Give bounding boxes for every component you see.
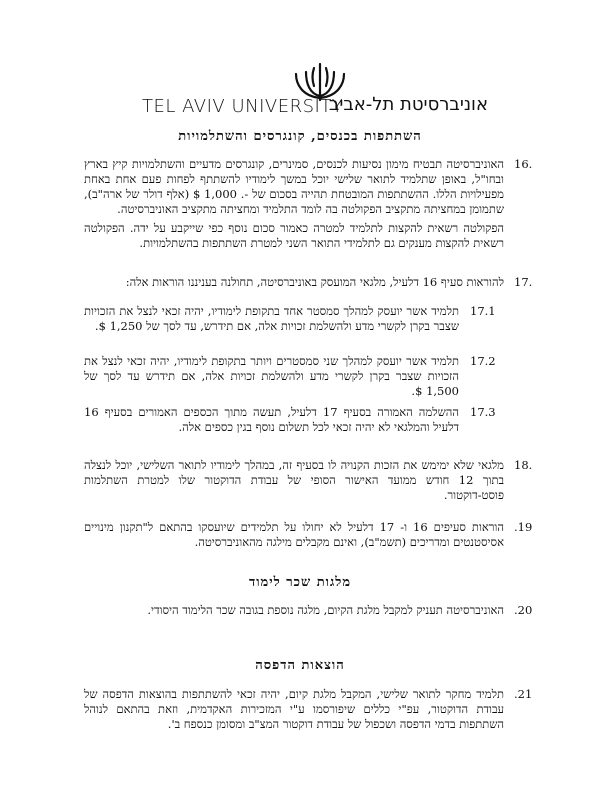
item-number: 16. (514, 157, 533, 171)
paragraph-21: תלמיד מחקר לתואר שלישי, המקבל מלגת קיום, יהיה זכאי להשתתפות בהוצאות הדפסה של עבודת הדוקטור, עפ"י כללים שיפורסמו ע"י המזכירות האקדמית, וזאת בהתאם לנוהל השתתפות בדמי הדפסה ושכפול של עבודת דוקטור המצ"ב ומסומן כנספח ב'. (84, 687, 504, 731)
logo-english-text: TEL AVIV UNIVERSITY (142, 96, 344, 117)
item-number: 17. (514, 275, 533, 289)
item-number: .21 (514, 687, 533, 701)
paragraph-17-1: תלמיד אשר יועסק למהלך סמסטר אחד בתקופת לימודיו, יהיה זכאי לנצל את הזכויות שצבר בקרן לקשרי מדע ולהשלמת זכויות אלה, אם תידרש, עד לסך של 1,250 $. (84, 304, 459, 333)
item-number: .19 (514, 520, 533, 534)
paragraph-17-2: תלמיד אשר יועסק למהלך שני סמסטרים ויותר בתקופת לימודיו, יהיה זכאי לנצל את הזכויות שצבר בקרן לקשרי מדע ולהשלמת זכויות אלה, אם תידרש עד לסך של 1,500 $. (84, 354, 459, 398)
item-number: 17.1 (470, 304, 496, 318)
item-number: 18. (514, 458, 533, 472)
item-number: 17.2 (470, 354, 496, 368)
section-title-conferences: השתתפות בכנסים, קונגרסים והשתלמויות (178, 129, 422, 144)
paragraph-20: האוניברסיטה תעניק למקבל מלגת הקיום, מלגה נוספת בגובה שכר הלימוד היסודי. (147, 603, 504, 617)
item-number: .20 (514, 603, 533, 617)
logo-hebrew-text: אוניברסיטת תל-אביב (328, 94, 488, 115)
paragraph-18: מלגאי שלא ימימש את הזכות הקנויה לו בסעיף זה, במהלך לימודיו לתואר השלישי, יוכל לנצלה בתוך 12 חודש ממועד האישור הסופי של עבודת הדוקטור שלו למטרת השתלמות פוסט-דוקטור. (84, 458, 504, 502)
item-number: 17.3 (470, 405, 496, 419)
paragraph-17-3: ההשלמה האמורה בסעיף 17 דלעיל, תעשה מתוך הכספים האמורים בסעיף 16 דלעיל והמלגאי לא יהיה זכאי לכל תשלום נוסף בגין כספים אלה. (84, 405, 459, 434)
university-logo (128, 60, 488, 120)
paragraph-19: הוראות סעיפים 16 ו- 17 דלעיל לא יחולו על תלמידים שיועסקו בהתאם ל"תקנון מינויים אסיסטנטים ומדריכים (תשמ"ב), ואינם מקבלים מילגה מהאוניברסיטה. (84, 520, 504, 549)
paragraph-17: להוראות סעיף 16 דלעיל, מלגאי המועסק באוניברסיטה, תחולנה בעניננו הוראות אלה: (125, 275, 504, 289)
section-title-tuition-scholarships: מלגות שכר לימוד (248, 575, 352, 590)
paragraph-16-continued: הפקולטה רשאית להקצות לתלמיד למטרה כאמור סכום נוסף כפי שייקבע על ידה. הפקולטה רשאית להקצות מענקים גם לתלמידי התואר השני למטרת השתתפות בהשתלמויות. (84, 221, 504, 250)
section-title-printing-expenses: הוצאות הדפסה (255, 658, 345, 673)
paragraph-16: האוניברסיטה תבטיח מימון נסיעות לכנסים, סמינרים, קונגרסים מדעיים והשתלמויות קיץ בארץ ובחו"ל, באופן שתלמיד לתואר שלישי יוכל במשך לימודיו להשתתף לפחות פעם אחת באחת מפעילויות הללו. ההשתתפות המובטחת תהייה בסכום של -. 1,000 $ (אלף דולר של ארה"ב), שתמומן במחציתה מתקציב הפקולטה בה לומד התלמיד ומחציתה מתקציב האוניברסיטה. (84, 157, 504, 216)
